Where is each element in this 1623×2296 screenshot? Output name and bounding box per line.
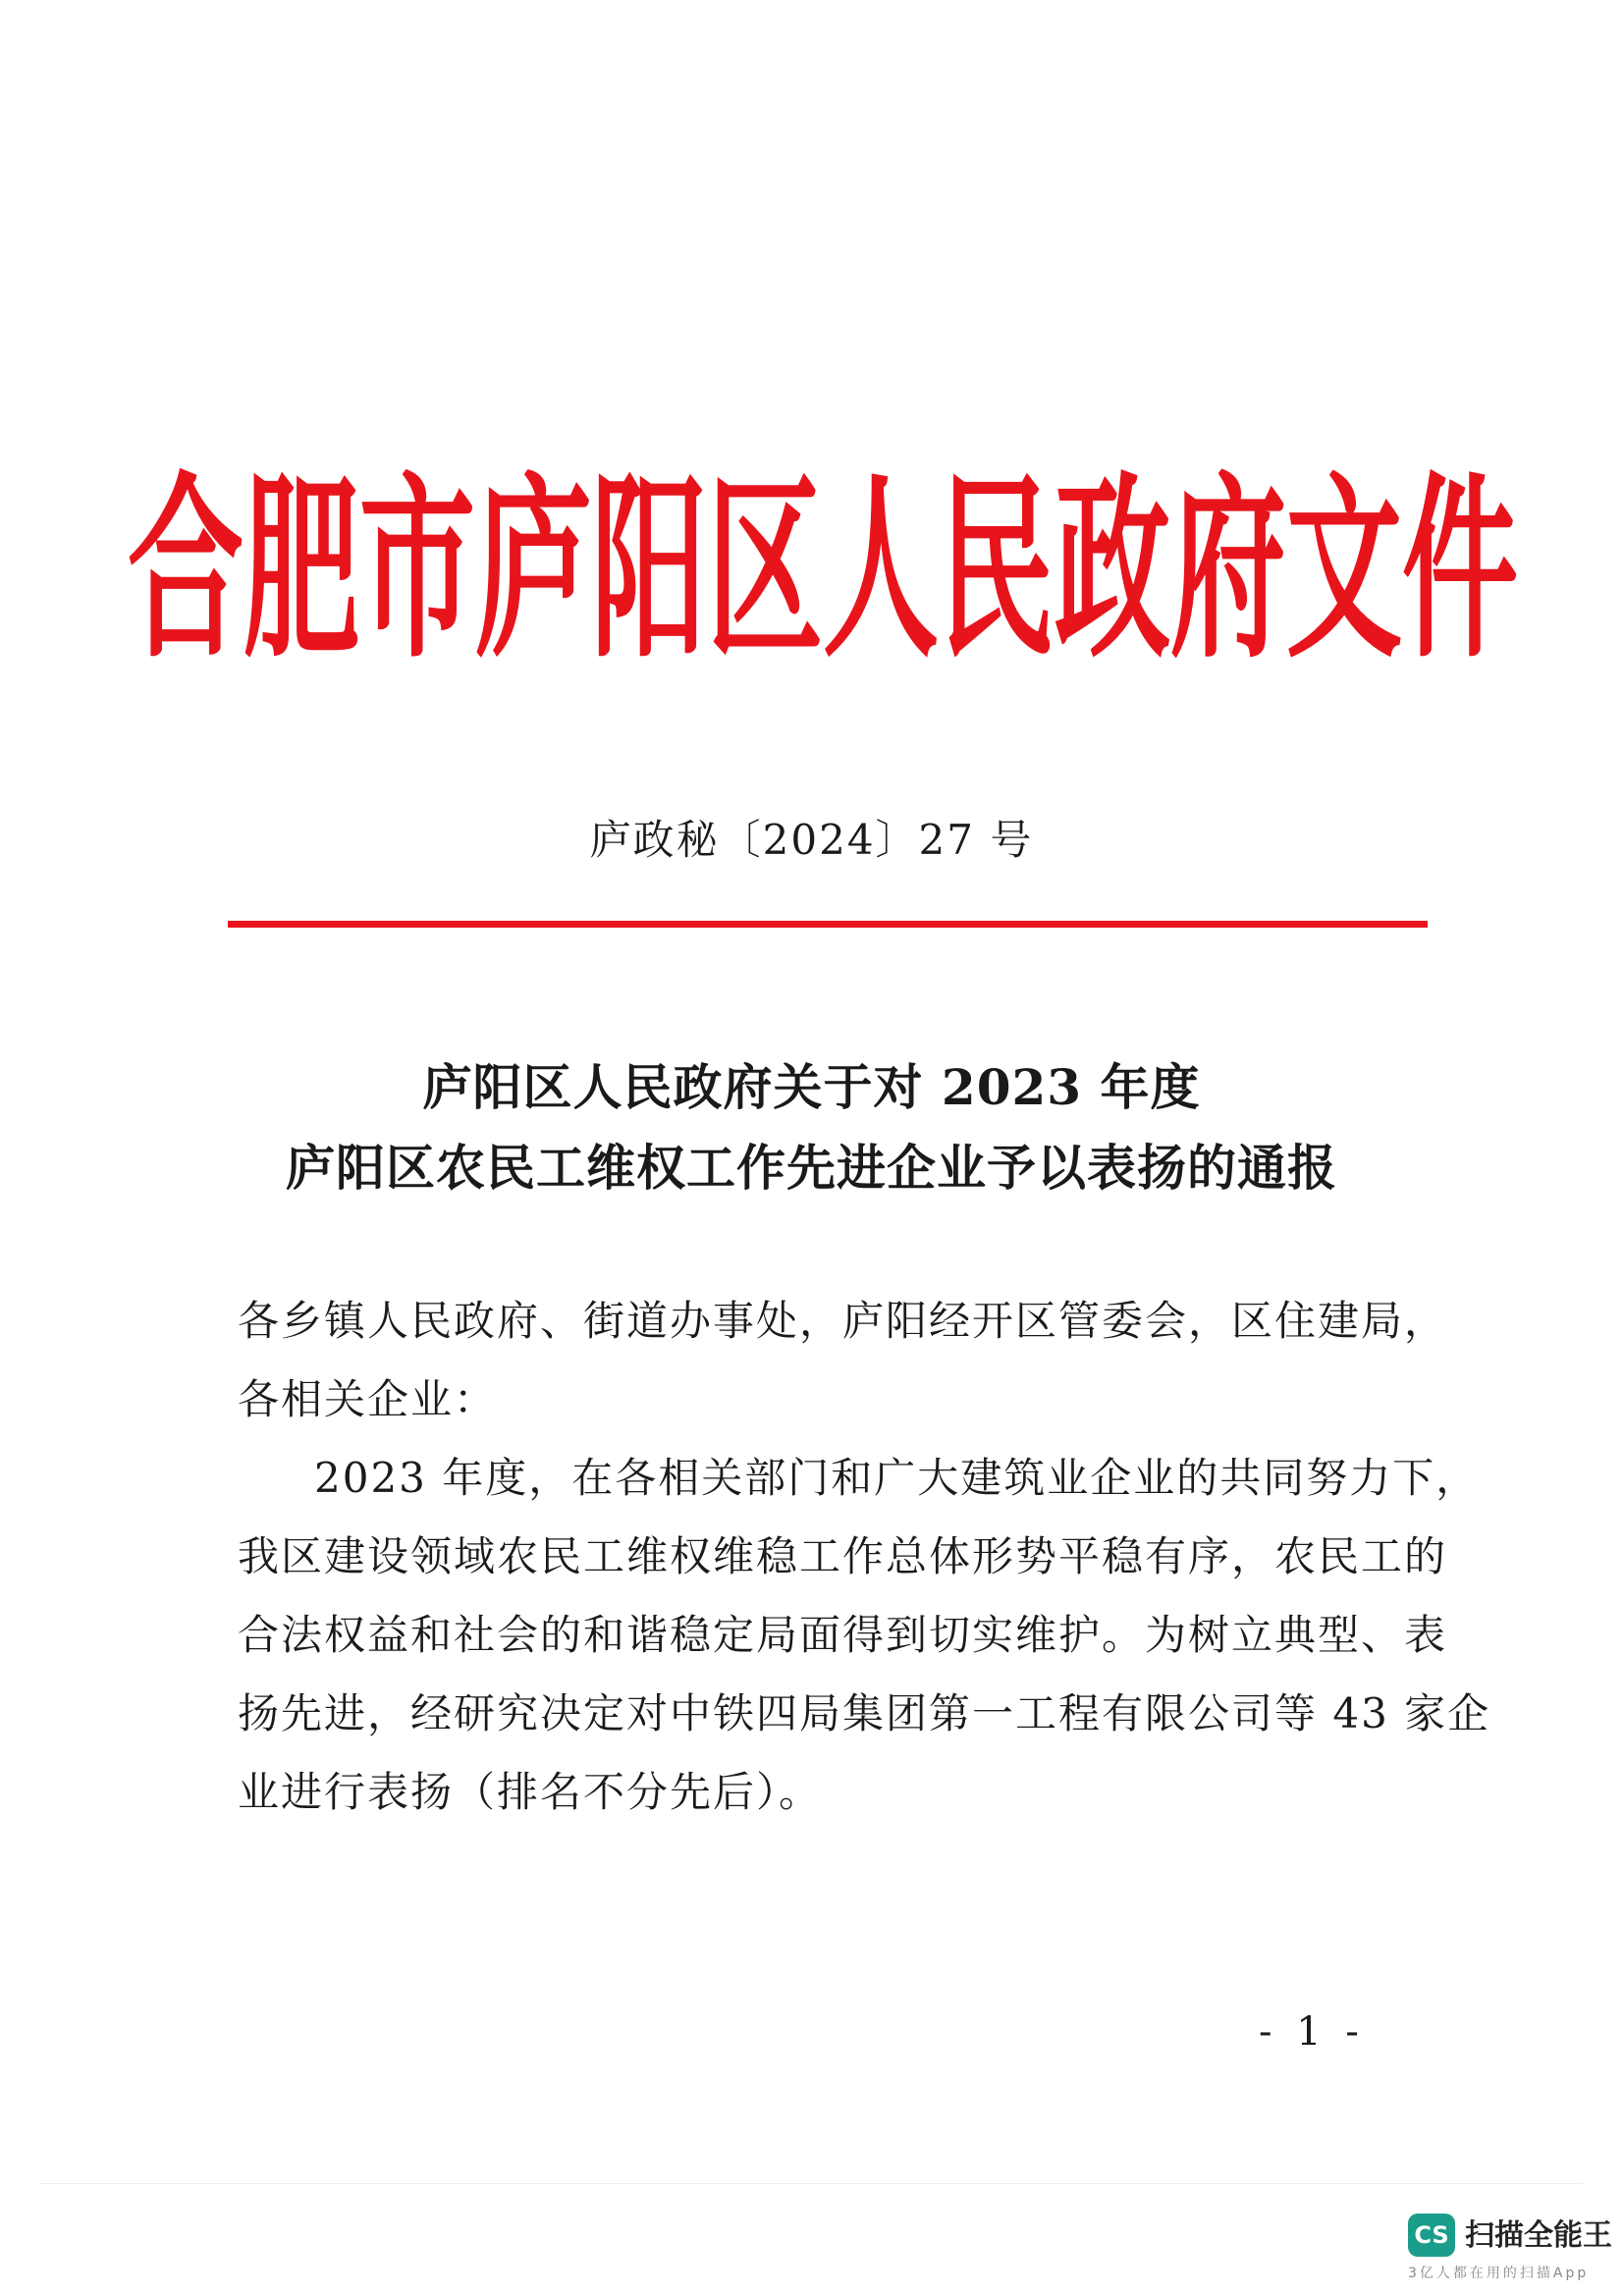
scanner-tagline: 3亿人都在用的扫描App bbox=[1408, 2266, 1590, 2281]
red-separator-line bbox=[228, 921, 1428, 928]
footer-divider bbox=[39, 2183, 1584, 2184]
scanner-app-name: 扫描全能王 bbox=[1465, 2218, 1612, 2253]
notice-title-line-1: 庐阳区人民政府关于对 2023 年度 bbox=[422, 1058, 1201, 1116]
notice-title-line-2: 庐阳区农民工维权工作先进企业予以表扬的通报 bbox=[286, 1139, 1337, 1197]
body-paragraph-line: 2023 年度，在各相关部门和广大建筑业企业的共同努力下， bbox=[314, 1454, 1480, 1502]
issuer-header-title bbox=[128, 442, 1519, 697]
body-paragraph-line: 扬先进，经研究决定对中铁四局集团第一工程有限公司等 43 家企 bbox=[238, 1689, 1491, 1737]
body-paragraph-line: 业进行表扬（排名不分先后）。 bbox=[238, 1768, 823, 1816]
issuer-header-text: 合肥市庐阳区人民政府文件 bbox=[128, 454, 1519, 685]
page-number: - 1 - bbox=[1259, 2009, 1365, 2055]
document-number: 庐政秘〔2024〕27 号 bbox=[589, 816, 1034, 864]
addressee-line: 各相关企业： bbox=[238, 1375, 498, 1423]
body-paragraph-line: 合法权益和社会的和谐稳定局面得到切实维护。为树立典型、表 bbox=[238, 1611, 1448, 1659]
addressee-line: 各乡镇人民政府、街道办事处，庐阳经开区管委会，区住建局， bbox=[238, 1297, 1448, 1345]
camscanner-logo-icon: CS bbox=[1408, 2214, 1455, 2257]
body-paragraph-line: 我区建设领域农民工维权维稳工作总体形势平稳有序，农民工的 bbox=[238, 1532, 1448, 1580]
